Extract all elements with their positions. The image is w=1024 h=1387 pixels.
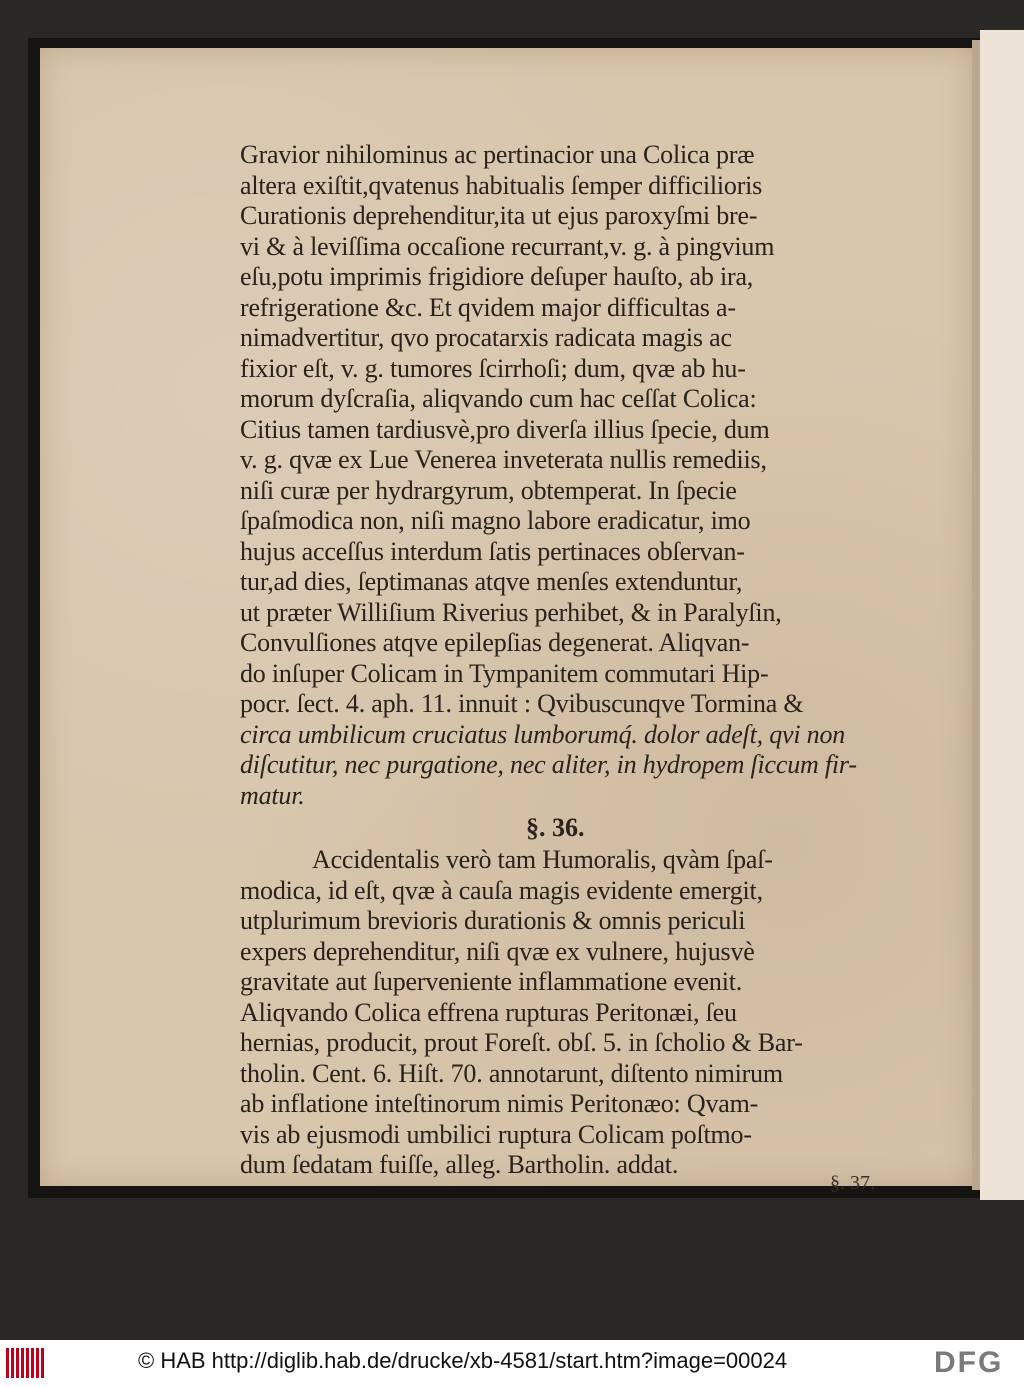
text-line: modica, id eſt, qvæ à cauſa magis evidente emergit,	[240, 875, 763, 905]
text-line: morum dyſcraſia, aliqvando cum hac ceſſat Colica:	[240, 384, 757, 413]
text-line: Curationis deprehenditur,ita ut ejus paroxyſmi bre-	[240, 201, 758, 230]
paragraph-36	[240, 876, 890, 1181]
text-line: refrigeratione &c. Et qvidem major difficultas a-	[240, 292, 736, 322]
text-line: v. g. qvæ ex Lue Venerea inveterata nullis remediis,	[240, 445, 767, 474]
text-line: tur,ad dies, ſeptimanas atqve menſes extenduntur,	[240, 567, 743, 596]
hippocrates-quote	[240, 720, 890, 812]
text-line: pocr. ſect. 4. aph. 11. innuit : Qvibuscunqve Tormina &	[240, 689, 804, 718]
text-line: fixior eſt, v. g. tumores ſcirrhoſi; dum, qvæ ab hu-	[240, 353, 746, 383]
text-line: matur.	[240, 780, 305, 810]
text-line: ſpaſmodica non, niſi magno labore eradicatur, imo	[240, 506, 751, 535]
text-line: Convulſiones atqve epilepſias degenerat. Aliqvan-	[240, 628, 750, 657]
text-line: gravitate aut ſuperveniente inflammatione evenit.	[240, 967, 743, 996]
text-line: eſu,potu imprimis frigidiore deſuper hauſto, ab ira,	[240, 262, 754, 291]
text-line: Citius tamen tardiusvè,pro diverſa illius ſpecie, dum	[240, 414, 770, 444]
text-line: do inſuper Colicam in Tympanitem commutari Hip-	[240, 658, 769, 688]
catchword: §. 37.	[830, 1172, 875, 1194]
footer-url[interactable]: © HAB http://diglib.hab.de/drucke/xb-4581/start.htm?image=00024	[138, 1348, 788, 1373]
page-text	[240, 140, 890, 1181]
text-line: Accidentalis verò tam Humoralis, qvàm ſpaſ-	[312, 845, 773, 874]
text-line: vis ab ejusmodi umbilici ruptura Colicam poſtmo-	[240, 1119, 752, 1149]
text-line: hujus acceſſus interdum ſatis pertinaces obſervan-	[240, 536, 745, 566]
text-line: nimadvertitur, qvo procatarxis radicata magis ac	[240, 323, 732, 352]
section-heading: §. 36.	[526, 813, 585, 842]
text-line: hernias, producit, prout Foreſt. obſ. 5. in ſcholio & Bar-	[240, 1028, 803, 1057]
text-line: Aliqvando Colica effrena rupturas Peritonæi, ſeu	[240, 997, 737, 1027]
text-line: diſcutitur, nec purgatione, nec aliter, in hydropem ſiccum fir-	[240, 750, 857, 779]
footer-bar	[0, 1340, 1024, 1387]
dfg-logo: DFG	[934, 1346, 1004, 1379]
text-line: circa umbilicum cruciatus lumborumq́. dolor adeſt, qvi non	[240, 719, 846, 749]
text-line: Gravior nihilominus ac pertinacior una Colica præ	[240, 140, 755, 169]
text-line: ut præter Williſium Riverius perhibet, & in Paralyſin,	[240, 597, 782, 627]
text-line: dum ſedatam fuiſſe, alleg. Bartholin. addat.	[240, 1150, 679, 1179]
text-line: expers deprehenditur, niſi qvæ ex vulnere, hujusvè	[240, 936, 755, 966]
text-line: niſi curæ per hydrargyrum, obtemperat. In ſpecie	[240, 475, 737, 505]
paragraph-35-continued	[240, 140, 890, 720]
facing-page-edge	[980, 30, 1024, 1200]
hab-barcode-logo	[6, 1348, 46, 1378]
text-line: ab inflatione inteſtinorum nimis Peritonæo: Qvam-	[240, 1089, 759, 1118]
text-line: altera exiſtit,qvatenus habitualis ſemper difficilioris	[240, 170, 763, 200]
text-line: vi & à leviſſima occaſione recurrant,v. g. à pingvium	[240, 231, 775, 261]
page-edge	[972, 40, 980, 1190]
text-line: tholin. Cent. 6. Hiſt. 70. annotarunt, diſtento nimirum	[240, 1058, 783, 1088]
text-line: utplurimum brevioris durationis & omnis periculi	[240, 906, 746, 935]
